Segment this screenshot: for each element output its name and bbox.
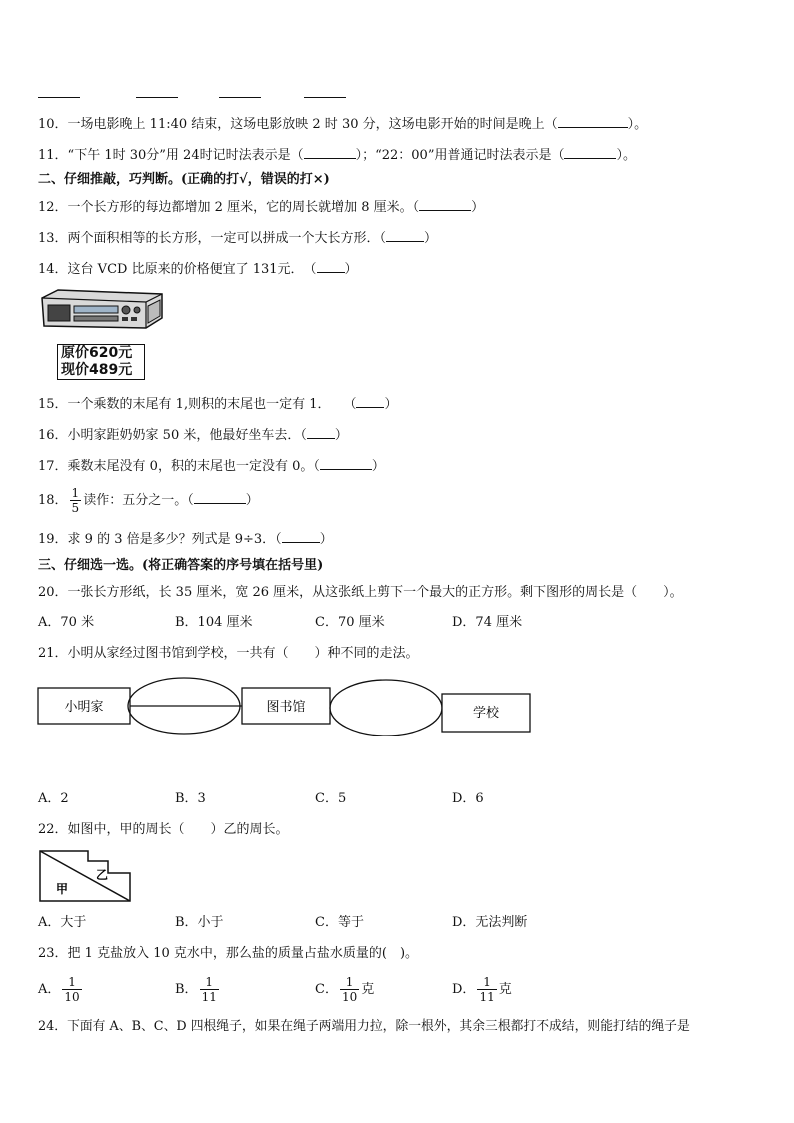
question-23: 23．把 1 克盐放入 10 克水中，那么盐的质量占盐水质量的( )。 — [38, 946, 419, 961]
fraction: $\frac{1}{11}$ — [479, 975, 495, 1004]
answer-blank-q12[interactable] — [419, 198, 471, 211]
answer-blank-q17[interactable] — [320, 457, 372, 470]
question-18: 18． $\frac{1}{5}$ 读作：五分之一。（ ） — [38, 486, 259, 515]
answer-blank-q10[interactable] — [558, 115, 628, 128]
question-24: 24．下面有 A、B、C、D 四根绳子，如果在绳子两端用力拉，除一根外，其余三根都打不成结，则能打结的绳子是 — [38, 1019, 690, 1034]
label-school: 学校 — [472, 706, 500, 721]
answer-blank-q11-b[interactable] — [564, 146, 616, 159]
vcd-player-image — [38, 288, 166, 336]
label-jia: 甲 — [56, 882, 69, 896]
q21-option-c[interactable]: C．5 — [315, 791, 347, 806]
fraction: $\frac{1}{10}$ — [341, 975, 358, 1004]
question-22: 22．如图中，甲的周长（ ）乙的周长。 — [38, 822, 289, 837]
q22-option-c[interactable]: C．等于 — [315, 915, 364, 930]
answer-blank-q16[interactable] — [307, 426, 335, 439]
route-diagram — [36, 674, 536, 736]
q23-option-d[interactable]: D． $\frac{1}{11}$ 克 — [452, 975, 512, 1004]
question-17: 17．乘数末尾没有 0，积的末尾也一定没有 0。（ ） — [38, 459, 385, 474]
label-library: 图书馆 — [266, 700, 306, 715]
question-13: 13．两个面积相等的长方形，一定可以拼成一个大长方形．（ ） — [38, 231, 438, 246]
label-home: 小明家 — [64, 700, 104, 715]
answer-blank-q15[interactable] — [356, 395, 384, 408]
q22-option-d[interactable]: D．无法判断 — [452, 915, 528, 930]
question-21: 21．小明从家经过图书馆到学校，一共有（ ）种不同的走法。 — [38, 646, 419, 661]
q23-option-b[interactable]: B． $\frac{1}{11}$ — [175, 975, 217, 1004]
q22-option-a[interactable]: A．大于 — [38, 915, 87, 930]
label-yi: 乙 — [96, 868, 109, 882]
answer-blank-q18[interactable] — [194, 491, 246, 504]
question-15: 15．一个乘数的末尾有 1,则积的末尾也一定有 1． （ ） — [38, 397, 398, 412]
question-16: 16．小明家距奶奶家 50 米，他最好坐车去．（ ） — [38, 428, 348, 443]
answer-blank-q19[interactable] — [282, 530, 320, 543]
fraction: $\frac{1}{10}$ — [64, 975, 80, 1004]
answer-blank-q14[interactable] — [317, 260, 345, 273]
question-20: 20．一张长方形纸，长 35 厘米，宽 26 厘米，从这张纸上剪下一个最大的正方形。剩下图形的周长是（ ）。 — [38, 585, 683, 600]
answer-blank-top-2[interactable] — [136, 97, 178, 98]
fraction-one-fifth: $\frac{1}{5}$ — [71, 486, 80, 515]
answer-blank-top-3[interactable] — [219, 97, 261, 98]
answer-blank-q11-a[interactable] — [304, 146, 356, 159]
original-price: 原价620元 — [61, 345, 133, 361]
q21-option-a[interactable]: A．2 — [38, 791, 69, 806]
staircase-figure — [38, 849, 134, 903]
section-2-heading: 二、仔细推敲，巧判断。(正确的打√，错误的打×) — [38, 172, 330, 187]
q20-option-a[interactable]: A．70 米 — [38, 615, 95, 630]
question-19: 19．求 9 的 3 倍是多少？列式是 9÷3．（ ） — [38, 532, 333, 547]
q20-option-d[interactable]: D．74 厘米 — [452, 615, 523, 630]
q20-option-c[interactable]: C．70 厘米 — [315, 615, 385, 630]
current-price: 现价489元 — [61, 362, 133, 378]
answer-blank-q13[interactable] — [386, 229, 424, 242]
question-14: 14．这台 VCD 比原来的价格便宜了 131元． （ ） — [38, 262, 358, 277]
q23-option-c[interactable]: C． $\frac{1}{10}$ 克 — [315, 975, 375, 1004]
section-3-heading: 三、仔细选一选。(将正确答案的序号填在括号里) — [38, 558, 324, 573]
answer-blank-top-1[interactable] — [38, 97, 80, 98]
question-11: 11．“下午 1时 30分”用 24时记时法表示是（ ）；“22：00”用普通记时法表示是（ ）。 — [38, 148, 636, 163]
q23-option-a[interactable]: A． $\frac{1}{10}$ — [38, 975, 80, 1004]
question-12: 12．一个长方形的每边都增加 2 厘米，它的周长就增加 8 厘米。（ ） — [38, 200, 485, 215]
fraction: $\frac{1}{11}$ — [201, 975, 217, 1004]
answer-blank-top-4[interactable] — [304, 97, 346, 98]
q22-option-b[interactable]: B．小于 — [175, 915, 224, 930]
q20-option-b[interactable]: B．104 厘米 — [175, 615, 253, 630]
q21-option-d[interactable]: D．6 — [452, 791, 484, 806]
question-10: 10．一场电影晚上 11:40 结束，这场电影放映 2 时 30 分，这场电影开始的时间是晚上（ ）。 — [38, 117, 648, 132]
q23-options — [38, 970, 738, 1010]
q21-option-b[interactable]: B．3 — [175, 791, 206, 806]
price-tag — [57, 344, 145, 380]
